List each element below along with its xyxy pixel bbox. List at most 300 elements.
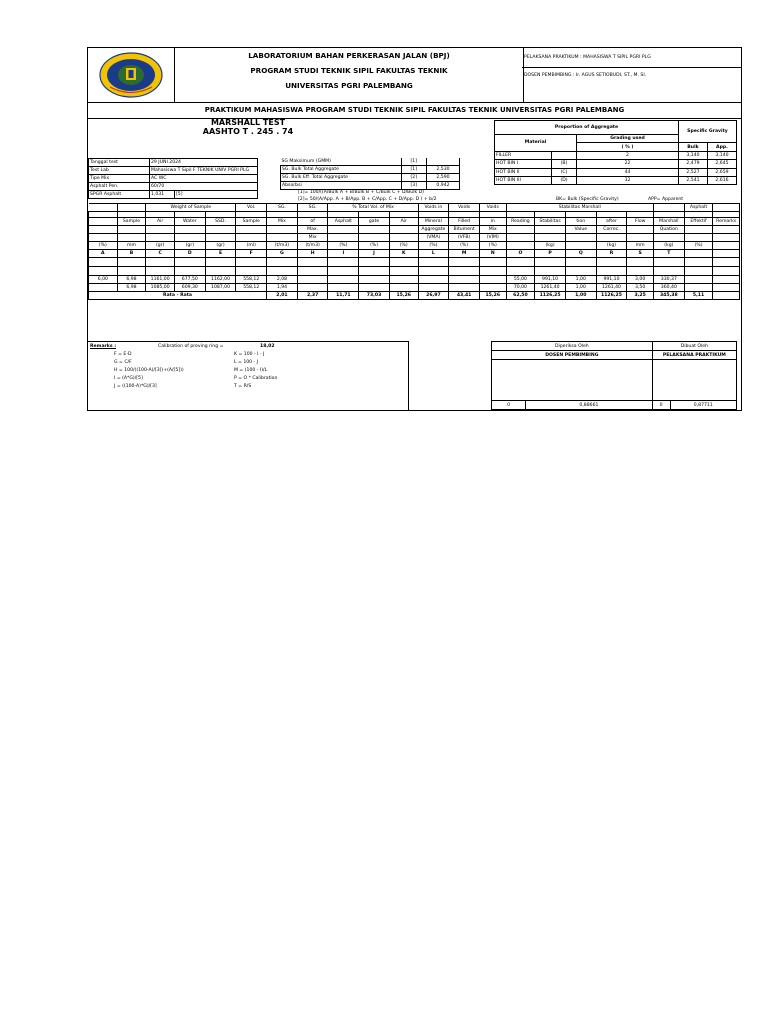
table-cell: G [267,250,298,258]
table-cell: Mix [297,234,328,242]
table-cell [174,267,205,276]
table-cell [267,234,298,242]
praktikum-title: PRAKTIKUM MAHASISWA PROGRAM STUDI TEKNIK SIPIL FAKULTAS TEKNIK UNIVERSITAS PGRI PALEMBANG [88,103,741,119]
table-cell [359,226,390,234]
table-cell [449,276,480,284]
data-row [89,284,740,292]
agg-bulk: 2,541 [679,176,708,184]
table-cell: (VMA) [418,234,449,242]
pelaksana-label: PELAKSANA PRAKTIKUM [652,351,736,360]
table-cell [418,258,449,267]
table-cell [89,226,118,234]
table-cell [205,226,236,234]
marshall-sheet [87,47,742,411]
table-cell: (t/m3) [297,242,328,250]
info-row [89,167,258,175]
table-cell: T [653,250,684,258]
table-cell: L [418,250,449,258]
table-cell: D [174,250,205,258]
table-cell [627,226,654,234]
table-cell [535,267,566,276]
table-cell [359,234,390,242]
sg-value: 2,530 [427,166,460,174]
foot-cell: 0,87711 [670,401,736,410]
table-cell [89,234,118,242]
table-cell: Flow [627,218,654,226]
table-cell [565,267,596,276]
program-title: PROGRAM STUDI TEKNIK SIPIL FAKULTAS TEKNIK [250,66,448,75]
table-cell: (%) [418,242,449,250]
agg-grading: 44 [577,168,679,176]
table-cell: 1087,00 [205,284,236,292]
average-cell: 62,50 [506,292,535,300]
table-cell [174,234,205,242]
table-cell [506,226,535,234]
table-cell [146,234,175,242]
table-cell [713,250,740,258]
agg-code: (C) [552,168,577,176]
calibration-value: 18,02 [260,344,275,349]
info-value: Mahasiswa T Sipil F TEKNIK UNIV PGRI PLG [150,167,258,175]
average-cell: 2,37 [297,292,328,300]
bk-note: BK= Bulk (Specific Gravity) [556,197,619,202]
table-cell [535,234,566,242]
average-cell: 1,00 [565,292,596,300]
col-head: Asphalt [684,204,713,212]
table-cell [449,267,480,276]
table-cell [205,267,236,276]
info-label: Tipe Mix [89,175,150,183]
average-cell: 11,71 [328,292,359,300]
table-cell [328,284,359,292]
table-cell: 1,00 [565,276,596,284]
sg-ref: [3] [401,182,427,190]
table-cell: 70,00 [506,284,535,292]
agg-row [495,151,737,159]
remark-formula: K = 100 - I - J [234,352,265,357]
sg-value [427,158,460,166]
table-cell [297,258,328,267]
table-cell: (t/m3) [267,242,298,250]
table-cell [684,226,713,234]
table-cell: 1,94 [267,284,298,292]
col-head: SG. [297,204,328,212]
info-extra: [5] [175,191,258,199]
table-cell [684,234,713,242]
table-cell [117,226,146,234]
table-cell: (%) [479,242,506,250]
table-cell: (%) [359,242,390,250]
table-cell: P [535,250,566,258]
table-cell [653,234,684,242]
table-cell [117,258,146,267]
table-cell: 3,00 [627,276,654,284]
remark-formula: L = 100 - J [234,360,259,365]
table-cell [684,250,713,258]
table-cell [506,234,535,242]
table-cell: (kg) [653,242,684,250]
table-cell [359,284,390,292]
aggregate-table [494,120,737,185]
table-cell: 1161,00 [146,276,175,284]
table-cell [389,226,418,234]
table-cell: Water [174,218,205,226]
table-cell: Stabilitas [535,218,566,226]
marshall-data-table [88,203,740,300]
average-cell: 73,03 [359,292,390,300]
table-cell: (VIM) [479,234,506,242]
agg-title: Proportion of Aggregate [495,121,679,135]
table-cell: R [596,250,627,258]
table-cell: after [596,218,627,226]
table-cell: tion [565,218,596,226]
table-cell [146,258,175,267]
average-cell [713,292,740,300]
info-value: 1,031 [150,191,175,199]
table-cell: 677,50 [174,276,205,284]
remark-formula: F = E-D [114,352,132,357]
table-cell [328,234,359,242]
table-cell: B [117,250,146,258]
diperiksa-label: Diperiksa Oleh [492,342,653,351]
university-logo [92,51,170,99]
table-cell: E [205,250,236,258]
dosen-signature-space [492,360,653,401]
table-cell: of [297,218,328,226]
sheet-header [88,48,741,103]
remark-formula: G = C/F [114,360,132,365]
agg-app: 2,645 [708,160,737,168]
table-cell: mm [117,242,146,250]
table-cell: 1162,00 [205,276,236,284]
foot-cell: 0 [652,401,670,410]
info-label: Test Lab [89,167,150,175]
agg-bulk: 3,140 [679,151,708,159]
average-cell: 1126,25 [535,292,566,300]
table-cell: O [506,250,535,258]
agg-name: HOT BIN I [495,160,552,168]
table-cell: Air [389,218,418,226]
table-cell [713,234,740,242]
lab-heading [174,48,524,102]
agg-row [495,160,737,168]
table-cell: Correc. [596,226,627,234]
info-value: 60/70 [150,183,258,191]
table-cell [596,234,627,242]
info-row [89,159,258,167]
average-cell: 26,97 [418,292,449,300]
agg-code [552,151,577,159]
info-label: Asphalt Pen. [89,183,150,191]
university-title: UNIVERSITAS PGRI PALEMBANG [285,81,413,90]
table-cell: 2,08 [267,276,298,284]
table-cell: J [359,250,390,258]
table-cell [653,258,684,267]
table-cell [389,234,418,242]
table-cell: 1,00 [565,284,596,292]
table-cell: 6,00 [89,276,118,284]
agg-app: 2,659 [708,168,737,176]
table-cell: K [389,250,418,258]
sig-foot-row [492,401,737,410]
agg-app: 2,616 [708,176,737,184]
table-cell [565,242,596,250]
average-cell: 15,26 [479,292,506,300]
average-cell: 5,11 [684,292,713,300]
table-cell: 991,10 [535,276,566,284]
agg-grading: 32 [577,176,679,184]
table-cell [418,267,449,276]
table-cell: 1261,40 [596,284,627,292]
average-label: Rata - Rata [89,292,267,300]
table-cell [389,267,418,276]
info-value: AC WC [150,175,258,183]
lab-title: LABORATORIUM BAHAN PERKERASAN JALAN (BPJ) [248,51,450,60]
agg-row [495,176,737,184]
remark-formula: H = 100/((100-A)/[3])+(A/[5])) [114,368,184,373]
table-cell: 558,12 [236,276,267,284]
table-cell: A [89,250,118,258]
info-value: 29 JUNI 2024 [150,159,258,167]
sg-row [281,166,460,174]
calibration-label: Calibration of proving ring = [158,344,224,349]
table-cell [506,242,535,250]
table-cell [449,258,480,267]
sg-table [280,158,460,190]
table-cell [506,267,535,276]
header-right [524,53,742,83]
table-cell: (kg) [535,242,566,250]
table-cell [713,267,740,276]
info-label: SPGR Asphalt [89,191,150,199]
pct-heading: ( % ) [577,143,679,151]
info-label: Tanggal test [89,159,150,167]
table-cell [713,258,740,267]
table-cell: 330,37 [653,276,684,284]
table-cell [89,258,118,267]
col-head: Voids [479,204,506,212]
sg-row [281,174,460,182]
table-cell [89,218,118,226]
table-cell: 55,00 [506,276,535,284]
table-cell: Asphalt [328,218,359,226]
average-cell: 43,41 [449,292,480,300]
table-cell: 558,12 [236,284,267,292]
table-cell [328,276,359,284]
sg-ref: [1] [401,158,427,166]
table-cell: Quation [653,226,684,234]
agg-row [495,168,737,176]
agg-grading: 2 [577,151,679,159]
table-cell: SSD. [205,218,236,226]
units-row [89,242,740,250]
weight-group: Weight of Sample [146,204,236,212]
table-cell [449,284,480,292]
table-cell: Reading [506,218,535,226]
table-cell [713,276,740,284]
average-cell: 15,26 [389,292,418,300]
table-cell [146,226,175,234]
table-cell [328,258,359,267]
signature-table [491,341,737,410]
table-cell: (gr) [146,242,175,250]
table-cell [174,226,205,234]
table-cell [174,258,205,267]
agg-name: HOT BIN III [495,176,552,184]
table-cell [684,258,713,267]
total-vol-group: % Total Vol. of Mix [328,204,418,212]
foot-cell: 0,88661 [526,401,653,410]
col-head: Vol. [236,204,267,212]
stab-group: Stabilitas Marshall [506,204,653,212]
table-cell [479,284,506,292]
table-cell: S [627,250,654,258]
sg-row [281,158,460,166]
sg-label: SG. Bulk Total Aggregate [281,166,402,174]
formula-2: [2]= 50/(A/App. A + B/App. B + C/App. C + D/App. D ) + b/2 [298,197,437,202]
table-cell [596,258,627,267]
table-cell: I [328,250,359,258]
table-cell [596,267,627,276]
table-cell [267,267,298,276]
table-cell: (gr) [174,242,205,250]
table-cell: gate [359,218,390,226]
table-cell: Mix [267,218,298,226]
grading-heading: Grading used [577,135,679,143]
sg-label: SG Maksimum (GMM) [281,158,402,166]
test-title-block [148,118,348,136]
table-cell: Filled [449,218,480,226]
table-cell: Effektif [684,218,713,226]
average-row [89,292,740,300]
table-cell [297,284,328,292]
bulk-heading: Bulk [679,143,708,151]
material-heading: Material [495,135,577,152]
table-cell: Marshall [653,218,684,226]
table-cell [653,267,684,276]
agg-head-row [495,121,737,135]
table-cell: N [479,250,506,258]
table-cell [117,234,146,242]
table-cell [297,276,328,284]
table-cell [297,267,328,276]
table-cell [236,234,267,242]
app-heading: App. [708,143,737,151]
remark-formula: M = (100 - I)/L [234,368,268,373]
table-cell: (%) [389,242,418,250]
table-cell: Mix [479,226,506,234]
table-cell [627,258,654,267]
info-row [89,175,258,183]
sg-ref: [1] [401,166,427,174]
table-cell: C [146,250,175,258]
header-row-3 [89,218,740,226]
group-header-row [89,204,740,212]
table-cell: 609,30 [174,284,205,292]
table-cell: Value [565,226,596,234]
average-cell: 3,25 [627,292,654,300]
sg-heading: Specific Gravity [679,121,737,143]
remark-formula: T = R/S [234,384,252,389]
pelaksana-signature-space [652,360,736,401]
table-cell [205,234,236,242]
table-cell: 6,98 [117,276,146,284]
spacer-row [89,258,740,267]
remark-formula: P = O * Calibration [234,376,278,381]
table-cell [506,258,535,267]
table-cell: 991,10 [596,276,627,284]
table-cell [359,267,390,276]
table-cell [418,284,449,292]
col-head: Voids in [418,204,449,212]
table-cell: (%) [449,242,480,250]
table-cell [684,276,713,284]
table-cell: Max. [297,226,328,234]
sg-value: 2,590 [427,174,460,182]
table-cell [565,234,596,242]
table-cell [535,258,566,267]
letters-row [89,250,740,258]
agg-app: 3,140 [708,151,737,159]
table-cell: Mineral [418,218,449,226]
sg-ref: [2] [401,174,427,182]
table-cell [328,267,359,276]
test-subtitle: AASHTO T . 245 . 74 [202,127,294,136]
table-cell [146,267,175,276]
table-cell: 1261,40 [535,284,566,292]
table-cell [389,284,418,292]
table-cell: Q [565,250,596,258]
table-cell [684,284,713,292]
table-cell: (VFB) [449,234,480,242]
table-cell [627,234,654,242]
table-cell: Air [146,218,175,226]
info-row [89,183,258,191]
table-cell [479,267,506,276]
formula-1: [1]= 100/((A/Bulk A + B/Bulk B + C/Bulk C + D/Bulk D) [298,190,424,195]
table-cell: F [236,250,267,258]
table-cell: in [479,218,506,226]
info-table [88,158,258,199]
table-cell: (%) [89,242,118,250]
table-cell [713,242,740,250]
table-cell [389,276,418,284]
average-cell: 2,01 [267,292,298,300]
table-cell: Remarks [713,218,740,226]
col-head: Voids [449,204,480,212]
table-cell: H [297,250,328,258]
remark-formula: I = (A*G)/[5] [114,376,143,381]
table-cell [267,226,298,234]
agg-bulk: 2,479 [679,160,708,168]
table-cell [535,226,566,234]
table-cell: M [449,250,480,258]
header-row-4 [89,226,740,234]
table-cell: (%) [684,242,713,250]
table-cell [359,258,390,267]
table-cell [328,226,359,234]
table-cell: mm [627,242,654,250]
table-cell: Bitument [449,226,480,234]
table-cell: 360,40 [653,284,684,292]
agg-grading: 22 [577,160,679,168]
average-cell: 345,38 [653,292,684,300]
table-cell: (gr) [205,242,236,250]
table-cell: 6,98 [117,284,146,292]
table-cell [236,267,267,276]
table-cell [713,284,740,292]
dibuat-label: Dibuat Oleh [652,342,736,351]
